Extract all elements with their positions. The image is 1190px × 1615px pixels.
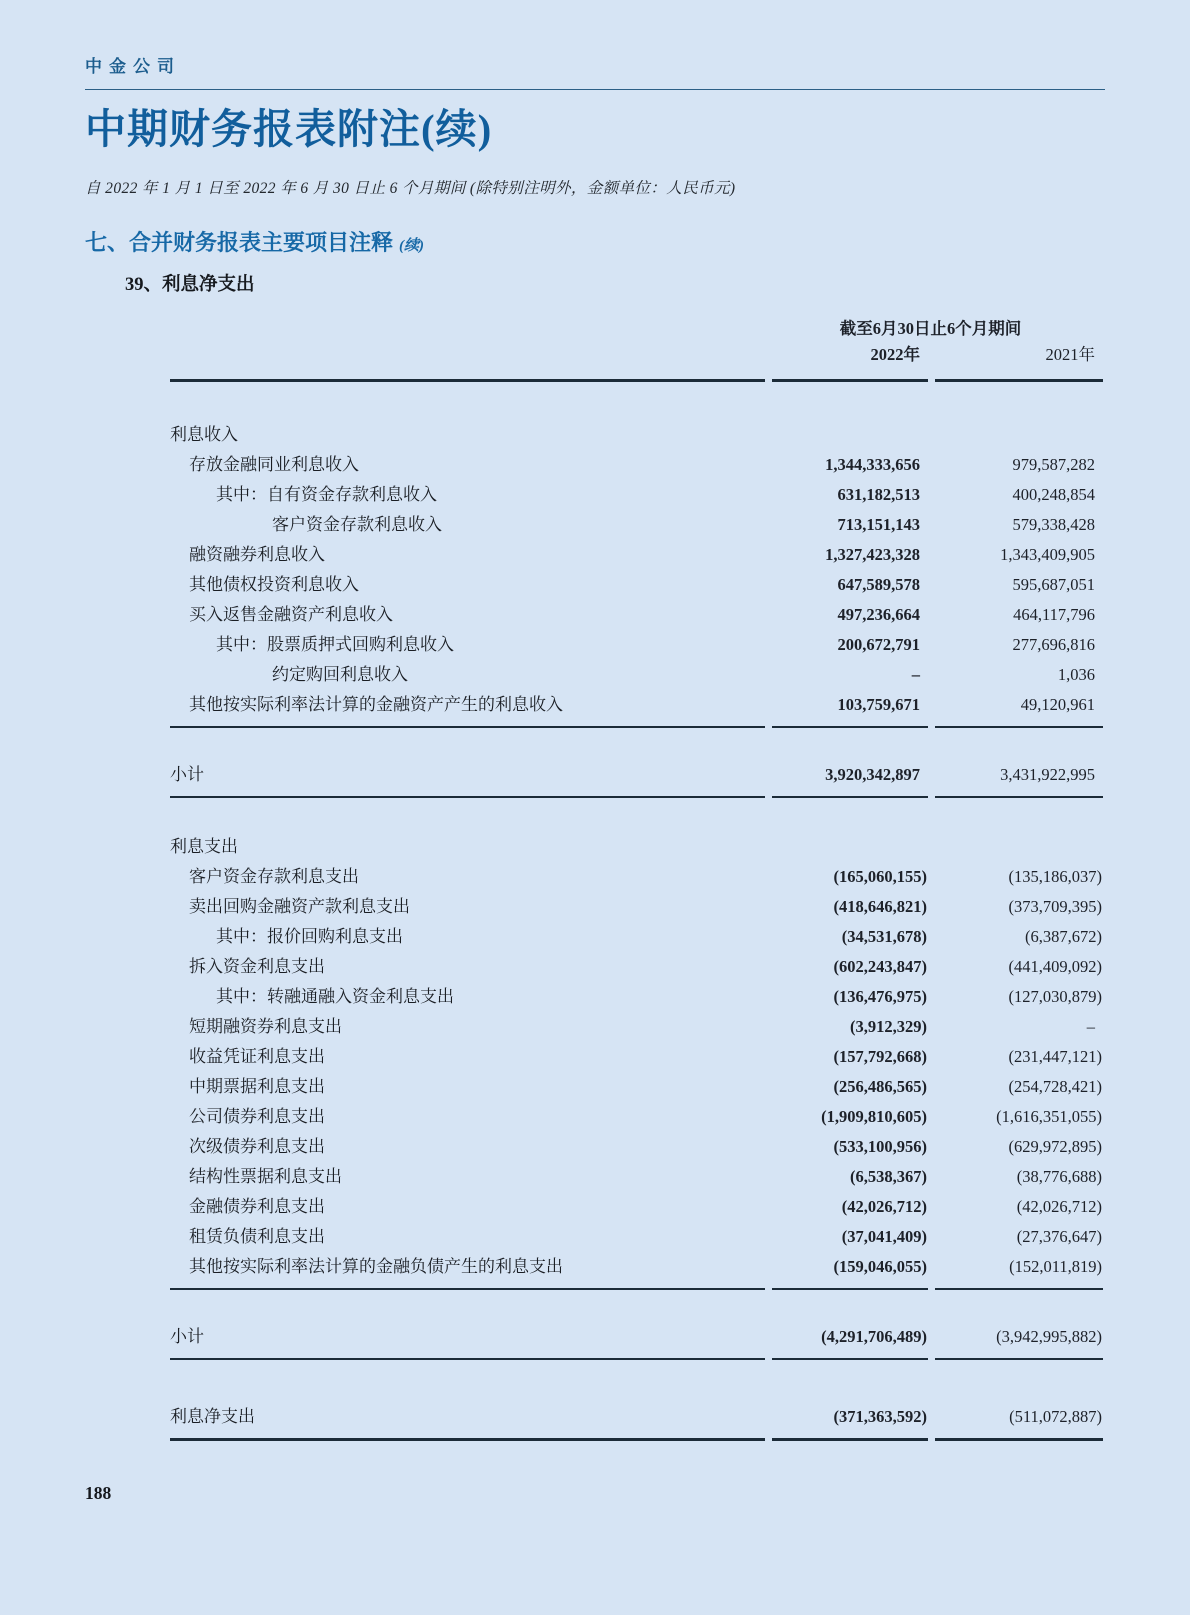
item-label: 其中：报价回购利息支出: [216, 927, 403, 947]
item-label: 约定购回利息收入: [272, 665, 408, 685]
subtotal-label: 小计: [170, 765, 204, 785]
item-label: 客户资金存款利息支出: [189, 867, 359, 887]
value-2022: (418,646,821): [833, 897, 927, 917]
value-2022: (4,291,706,489): [821, 1327, 927, 1347]
value-2021: (231,447,121): [1008, 1047, 1102, 1067]
period-header: 截至6月30日止6个月期间: [839, 319, 1022, 339]
value-2022: 103,759,671: [837, 695, 920, 715]
table-row: [170, 570, 1103, 600]
table-row: [170, 660, 1103, 690]
value-2022: (157,792,668): [833, 1047, 927, 1067]
table-row: [170, 1402, 1103, 1432]
value-2022: (3,912,329): [850, 1017, 927, 1037]
value-2021: (38,776,688): [1016, 1167, 1102, 1187]
value-2021: (127,030,879): [1008, 987, 1102, 1007]
table-row: [170, 690, 1103, 720]
column-header-2021: 2021年: [1045, 345, 1095, 365]
value-2022: (371,363,592): [833, 1407, 927, 1427]
item-label: 卖出回购金融资产款利息支出: [189, 897, 410, 917]
value-2021: (441,409,092): [1008, 957, 1102, 977]
table-row: [170, 1072, 1103, 1102]
table-row: [170, 892, 1103, 922]
item-label: 拆入资金利息支出: [189, 957, 325, 977]
table-row: [170, 1252, 1103, 1282]
subtotal-label: 小计: [170, 1327, 204, 1347]
table-row: [170, 1012, 1103, 1042]
spacer: [170, 1290, 1103, 1322]
value-2022: 631,182,513: [837, 485, 920, 505]
item-label: 公司债券利息支出: [189, 1107, 325, 1127]
column-header-2022: 2022年: [870, 345, 920, 365]
item-label: 融资融券利息收入: [189, 545, 325, 565]
note-heading: 39、利息净支出: [125, 275, 255, 296]
value-2022: (34,531,678): [841, 927, 927, 947]
table-header-rule: [170, 379, 1103, 382]
value-2021: (511,072,887): [1009, 1407, 1102, 1427]
interest-table: [170, 317, 1103, 1441]
spacer: [170, 798, 1103, 832]
group-label: 利息支出: [170, 837, 238, 857]
table-row: [170, 1192, 1103, 1222]
net-total-label: 利息净支出: [170, 1407, 255, 1427]
item-label: 中期票据利息支出: [189, 1077, 325, 1097]
table-row: [170, 450, 1103, 480]
value-2022: (256,486,565): [833, 1077, 927, 1097]
value-2022: 497,236,664: [837, 605, 920, 625]
value-2022: (159,046,055): [833, 1257, 927, 1277]
value-2021: 595,687,051: [1012, 575, 1095, 595]
table-row: [170, 1042, 1103, 1072]
table-row: [170, 922, 1103, 952]
value-2022: 1,344,333,656: [825, 455, 920, 475]
value-2021: 579,338,428: [1012, 515, 1095, 535]
value-2021: (6,387,672): [1025, 927, 1102, 947]
table-group-row: [170, 420, 1103, 450]
table-row: [170, 480, 1103, 510]
table-row: [170, 630, 1103, 660]
value-2022: 1,327,423,328: [825, 545, 920, 565]
page-number: 188: [85, 1483, 112, 1503]
value-2021: (373,709,395): [1008, 897, 1102, 917]
item-label: 收益凭证利息支出: [189, 1047, 325, 1067]
table-rule: [170, 1288, 1103, 1290]
value-2022: (37,041,409): [841, 1227, 927, 1247]
item-label: 其中：股票质押式回购利息收入: [216, 635, 454, 655]
reporting-period-note: 自 2022 年 1 月 1 日至 2022 年 6 月 30 日止 6 个月期间 (除特别注明外，金额单位：人民币元): [85, 180, 736, 198]
spacer: [170, 728, 1103, 760]
table-row: [170, 540, 1103, 570]
value-2021: (254,728,421): [1008, 1077, 1102, 1097]
value-2022: (42,026,712): [841, 1197, 927, 1217]
table-row: [170, 600, 1103, 630]
value-2022: 3,920,342,897: [825, 765, 920, 785]
value-2022: (533,100,956): [833, 1137, 927, 1157]
group-label: 利息收入: [170, 425, 238, 445]
section-heading-text: 七、合并财务报表主要项目注释: [85, 230, 394, 256]
value-2022: (602,243,847): [833, 957, 927, 977]
table-row: [170, 1322, 1103, 1352]
value-2021: 400,248,854: [1012, 485, 1095, 505]
item-label: 短期融资券利息支出: [189, 1017, 342, 1037]
value-2022: (1,909,810,605): [821, 1107, 927, 1127]
table-rule: [170, 796, 1103, 798]
table-row: [170, 510, 1103, 540]
value-2021: –: [1086, 1017, 1095, 1037]
value-2021: 1,036: [1057, 665, 1095, 685]
table-body: [170, 382, 1103, 1441]
value-2021: (152,011,819): [1009, 1257, 1102, 1277]
item-label: 次级债券利息支出: [189, 1137, 325, 1157]
value-2022: –: [911, 665, 920, 685]
table-row: [170, 760, 1103, 790]
company-brand: 中金公司: [85, 57, 181, 76]
item-label: 存放金融同业利息收入: [189, 455, 359, 475]
item-label: 结构性票据利息支出: [189, 1167, 342, 1187]
value-2022: (136,476,975): [833, 987, 927, 1007]
value-2022: 713,151,143: [837, 515, 920, 535]
value-2021: (629,972,895): [1008, 1137, 1102, 1157]
table-row: [170, 952, 1103, 982]
item-label: 客户资金存款利息收入: [272, 515, 442, 535]
table-row: [170, 982, 1103, 1012]
value-2022: (6,538,367): [850, 1167, 927, 1187]
value-2021: 1,343,409,905: [1000, 545, 1095, 565]
header-divider: [85, 89, 1105, 90]
value-2021: 3,431,922,995: [1000, 765, 1095, 785]
item-label: 其他按实际利率法计算的金融负债产生的利息支出: [189, 1257, 563, 1277]
value-2021: 49,120,961: [1020, 695, 1095, 715]
item-label: 其他债权投资利息收入: [189, 575, 359, 595]
item-label: 其中：自有资金存款利息收入: [216, 485, 437, 505]
table-rule: [170, 1358, 1103, 1360]
value-2021: (3,942,995,882): [996, 1327, 1102, 1347]
value-2021: 277,696,816: [1012, 635, 1095, 655]
item-label: 金融债券利息支出: [189, 1197, 325, 1217]
item-label: 租赁负债利息支出: [189, 1227, 325, 1247]
table-rule: [170, 726, 1103, 728]
value-2022: (165,060,155): [833, 867, 927, 887]
item-label: 其中：转融通融入资金利息支出: [216, 987, 454, 1007]
table-group-row: [170, 832, 1103, 862]
item-label: 买入返售金融资产利息收入: [189, 605, 393, 625]
table-row: [170, 1102, 1103, 1132]
section-heading-suffix: (续): [399, 238, 425, 255]
value-2021: 464,117,796: [1013, 605, 1095, 625]
table-rule: [170, 1438, 1103, 1441]
spacer: [170, 1360, 1103, 1402]
value-2022: 647,589,578: [837, 575, 920, 595]
section-heading: [85, 230, 1105, 259]
page-title: 中期财务报表附注(续): [85, 106, 493, 152]
table-header-years-row: [170, 341, 1103, 369]
table-header-period-row: [170, 317, 1103, 341]
table-row: [170, 1222, 1103, 1252]
value-2021: (27,376,647): [1016, 1227, 1102, 1247]
table-row: [170, 1162, 1103, 1192]
value-2022: 200,672,791: [837, 635, 920, 655]
value-2021: 979,587,282: [1012, 455, 1095, 475]
table-row: [170, 862, 1103, 892]
item-label: 其他按实际利率法计算的金融资产产生的利息收入: [189, 695, 563, 715]
value-2021: (42,026,712): [1016, 1197, 1102, 1217]
value-2021: (135,186,037): [1008, 867, 1102, 887]
value-2021: (1,616,351,055): [996, 1107, 1102, 1127]
table-row: [170, 1132, 1103, 1162]
